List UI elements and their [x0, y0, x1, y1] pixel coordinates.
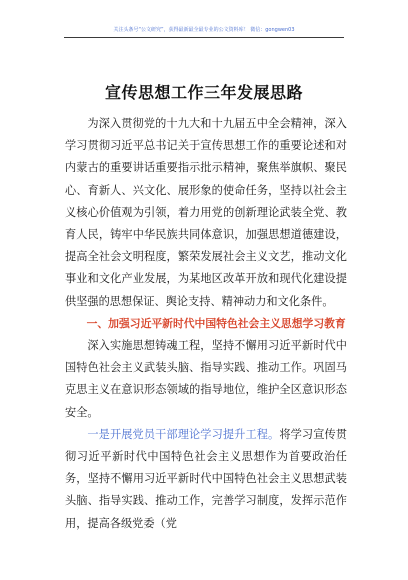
document-body	[65, 113, 347, 535]
sub-1-text: 将学习宣传贯彻习近平新时代中国特色社会主义思想作为首要政治任务，坚持不懈用习近平新时代中国特色社会主义思想武装头脑、指导实践、推动工作，完善学习制度，发挥示范作用，提高各级党委（党	[65, 427, 347, 530]
sub-1-lead: 一是开展党员干部理论学习提升工程。	[87, 427, 280, 441]
header-rule	[64, 37, 344, 38]
header-note: 关注头条号“公文研究”，获得最新最全最专业的公文资料库！ 微信：gongwen03	[113, 27, 295, 33]
intro-paragraph: 为深入贯彻党的十九大和十九届五中全会精神，深入学习贯彻习近平总书记关于宣传思想工作的重要论述和对内蒙古的重要讲话重要指示批示精神，聚焦举旗帜、聚民心、育新人、兴文化、展形象的使命任务，坚持以社会主义核心价值观为引领，着力用党的创新理论武装全党、教育人民，铸牢中华民族共同体意识，加强思想道德建设，提高全社会文明程度，繁荣发展社会主义文艺，推动文化事业和文化产业发展，为某地区改革开放和现代化建设提供坚强的思想保证、舆论支持、精神动力和文化条件。	[65, 117, 347, 308]
document-title: 宣传思想工作三年发展思路	[104, 83, 303, 102]
sub-1-paragraph	[65, 424, 347, 535]
section-1-heading: 一、加强习近平新时代中国特色社会主义思想学习教育	[86, 316, 346, 330]
section-1-paragraph: 深入实施思想铸魂工程，坚持不懈用习近平新时代中国特色社会主义武装头脑、指导实践、推动工作。巩固马克思主义在意识形态领域的指导地位，维护全区意识形态安全。	[65, 339, 347, 419]
